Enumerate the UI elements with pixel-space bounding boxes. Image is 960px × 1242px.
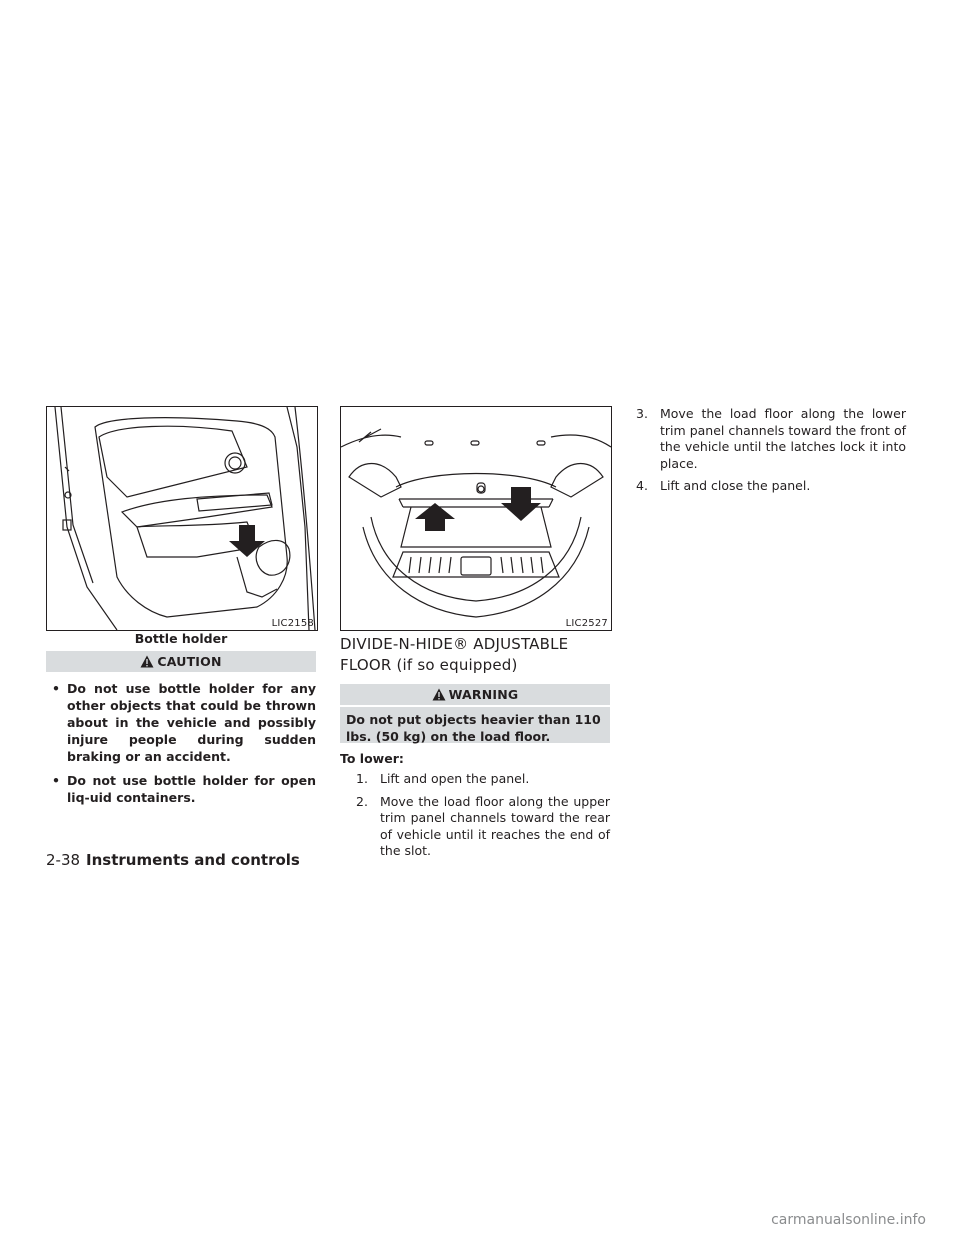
- steps-list: [356, 771, 610, 866]
- caution-item: • Do not use bottle holder for any other objects that could be thrown about in the vehicle and possibly injure people during sudden braking or an accident.: [52, 681, 316, 764]
- bottle-holder-illustration: [47, 407, 317, 630]
- arrow-down-icon: [501, 487, 541, 521]
- step-item: 4. Lift and close the panel.: [636, 478, 811, 493]
- caution-header: [46, 651, 316, 672]
- caution-item: • Do not use bottle holder for open liq-uid containers.: [52, 773, 316, 805]
- to-lower-label: To lower:: [340, 751, 404, 766]
- arrow-down-icon: [229, 525, 265, 557]
- figure-load-floor: [340, 406, 612, 631]
- step-item: 1. Lift and open the panel.: [356, 771, 530, 786]
- step-item: 3. Move the load floor along the lower trim panel channels toward the front of the vehicle until the latches lock it into place.: [636, 406, 906, 471]
- steps-list: [636, 406, 906, 501]
- figure-code: LIC2158: [271, 618, 314, 629]
- caution-title: CAUTION: [157, 654, 222, 669]
- watermark[interactable]: carmanualsonline.info: [771, 1212, 926, 1228]
- warning-text: Do not put objects heavier than 110 lbs. (50 kg) on the load floor.: [340, 707, 610, 743]
- figure-code: LIC2527: [565, 618, 608, 629]
- warning-title: WARNING: [448, 687, 519, 702]
- figure-bottle-holder: [46, 406, 318, 631]
- caution-list: [46, 680, 316, 813]
- warning-header: [340, 684, 610, 705]
- section-title: DIVIDE-N-HIDE® ADJUSTABLE FLOOR (if so equipped): [340, 635, 569, 674]
- figure-caption: Bottle holder: [134, 631, 228, 646]
- page-footer: [46, 851, 300, 869]
- page-number: 2-38: [46, 851, 81, 869]
- warning-triangle-icon: [432, 688, 446, 701]
- warning-triangle-icon: [140, 655, 154, 668]
- footer-section: Instruments and controls: [86, 851, 300, 869]
- load-floor-illustration: [341, 407, 611, 630]
- step-item: 2. Move the load floor along the upper trim panel channels toward the rear of vehicle until it reaches the end of the slot.: [356, 793, 610, 858]
